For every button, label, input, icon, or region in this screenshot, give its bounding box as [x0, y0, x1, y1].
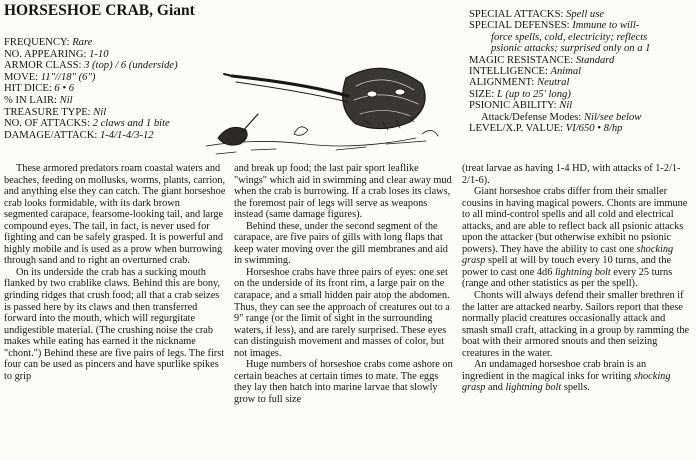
col1-paragraph-2: On its underside the crab has a sucking mouth flanked by two crablike claws. Behind this are bony, grinding ridges that crush food; all that a crab seizes is passed here by its claws and then transferred forward into the mouth, which will regurgitate undigestible material. (The crushing noise the crab makes while eating has earned it the nickname "chont.") Behind these are five pairs of legs. The first four can be used as pincers and have spurlike spikes to grip	[4, 266, 225, 382]
stat-move: MOVE: 11"//18" (6")	[4, 71, 96, 83]
body-column-1	[4, 163, 226, 382]
stat-attack-defense-modes: Attack/Defense Modes: Nil/see below	[481, 111, 642, 123]
stat-special-defenses-line3: psionic attacks; surprised only on a 1	[491, 43, 651, 55]
stat-psionic-ability: PSIONIC ABILITY: Nil	[469, 100, 573, 112]
col2-paragraph-4: Huge numbers of horseshoe crabs come ashore on certain beaches at certain times to mate. The eggs they lay then hatch into marine larvae that slowly grow to full size	[234, 359, 453, 405]
stat-damage-attack: DAMAGE/ATTACK: 1-4/1-4/3-12	[4, 129, 154, 141]
stat-special-defenses-line2: force spells, cold, electricity; reflects	[491, 31, 648, 43]
stat-hit-dice: HIT DICE: 6 • 6	[4, 83, 75, 95]
col3-paragraph-4: An undamaged horseshoe crab brain is an ingredient in the magical inks for writing shocking grasp and lightning bolt spells.	[462, 359, 671, 394]
title-name: HORSESHOE CRAB,	[4, 2, 154, 19]
stat-block-right	[469, 9, 650, 134]
stat-magic-resistance: MAGIC RESISTANCE: Standard	[469, 54, 615, 66]
stat-armor-class: ARMOR CLASS: 3 (top) / 6 (underside)	[4, 60, 178, 72]
col2-paragraph-1: and break up food; the last pair sport leaflike "wings" which aid in swimming and clear away mud when the crab is burrowing. If a crab loses its claws, the foremost pair of legs will serve as weapons instead (same damage figures).	[234, 163, 452, 221]
stat-block-left	[4, 37, 178, 141]
col1-paragraph-1: These armored predators roam coastal waters and beaches, feeding on mollusks, worms, plants, carrion, and anything else they can catch. The giant horseshoe crab looks formidable, with its dark brown segmented carapace, fearsome-looking tail, and large compound eyes. The tail, in fact, is never used for fighting and can be safely grasped. It is powerful and highly mobile and is used as a prow when burrowing through sand and to right an overturned crab.	[4, 163, 226, 267]
body-column-2	[234, 163, 454, 405]
title-qualifier: Giant	[156, 2, 195, 19]
stat-level-xp: LEVEL/X.P. VALUE: VI/650 • 8/hp	[469, 123, 623, 135]
stat-no-of-attacks: NO. OF ATTACKS: 2 claws and 1 bite	[4, 118, 170, 130]
col3-paragraph-1: (treat larvae as having 1-4 HD, with attacks of 1-2/1-2/1-6).	[462, 163, 681, 186]
stat-special-defenses: SPECIAL DEFENSES: Immune to will-	[469, 20, 640, 32]
stat-alignment: ALIGNMENT: Neutral	[469, 77, 570, 89]
stat-size: SIZE: L (up to 25' long)	[469, 88, 571, 100]
col3-paragraph-2: Giant horseshoe crabs differ from their smaller cousins in having magical powers. Chonts are immune to all mind-control spells and all cold and electrical attacks, and are able to reflect back all psionic attacks upon the attacker (but otherwise exhibit no psionic powers). They have the ability to cast one shocking grasp spell at will by touch every 10 turns, and the power to cast one 4d6 lightning bolt every 25 turns (range and other statistics as per the spell).	[462, 186, 688, 290]
col2-paragraph-3: Horseshoe crabs have three pairs of eyes: one set on the underside of its front rim, a large pair on the carapace, and a small hidden pair atop the abdomen. Thus, they can see the approach of creatures out to a 9" range (or the limit of sight in the surrounding waters, if less), and are rarely surprised. These eyes can distinguish movement and masses of color, but not images.	[234, 266, 450, 359]
stat-treasure-type: TREASURE TYPE: Nil	[4, 106, 107, 118]
col2-paragraph-2: Behind these, under the second segment of the carapace, are five pairs of gills with long flaps that keep water moving over the gill membranes and aid in swimming.	[234, 220, 448, 267]
stat-no-appearing: NO. APPEARING: 1-10	[4, 48, 109, 60]
stat-special-attacks: SPECIAL ATTACKS: Spell use	[469, 9, 605, 20]
page-title	[4, 2, 195, 19]
stat-frequency: FREQUENCY: Rare	[4, 37, 93, 48]
horseshoe-crab-illustration	[196, 26, 446, 164]
stat-intelligence: INTELLIGENCE: Animal	[469, 66, 582, 78]
body-column-3	[462, 163, 690, 394]
stat-in-lair: % IN LAIR: Nil	[4, 94, 73, 106]
col3-paragraph-3: Chonts will always defend their smaller brethren if the latter are attacked nearby. Sailors report that these normally placid creatures occasionally attack and smash small craft, attacking in a group by ramming the boat with their armored snouts and then seizing creatures in the water.	[462, 290, 690, 359]
